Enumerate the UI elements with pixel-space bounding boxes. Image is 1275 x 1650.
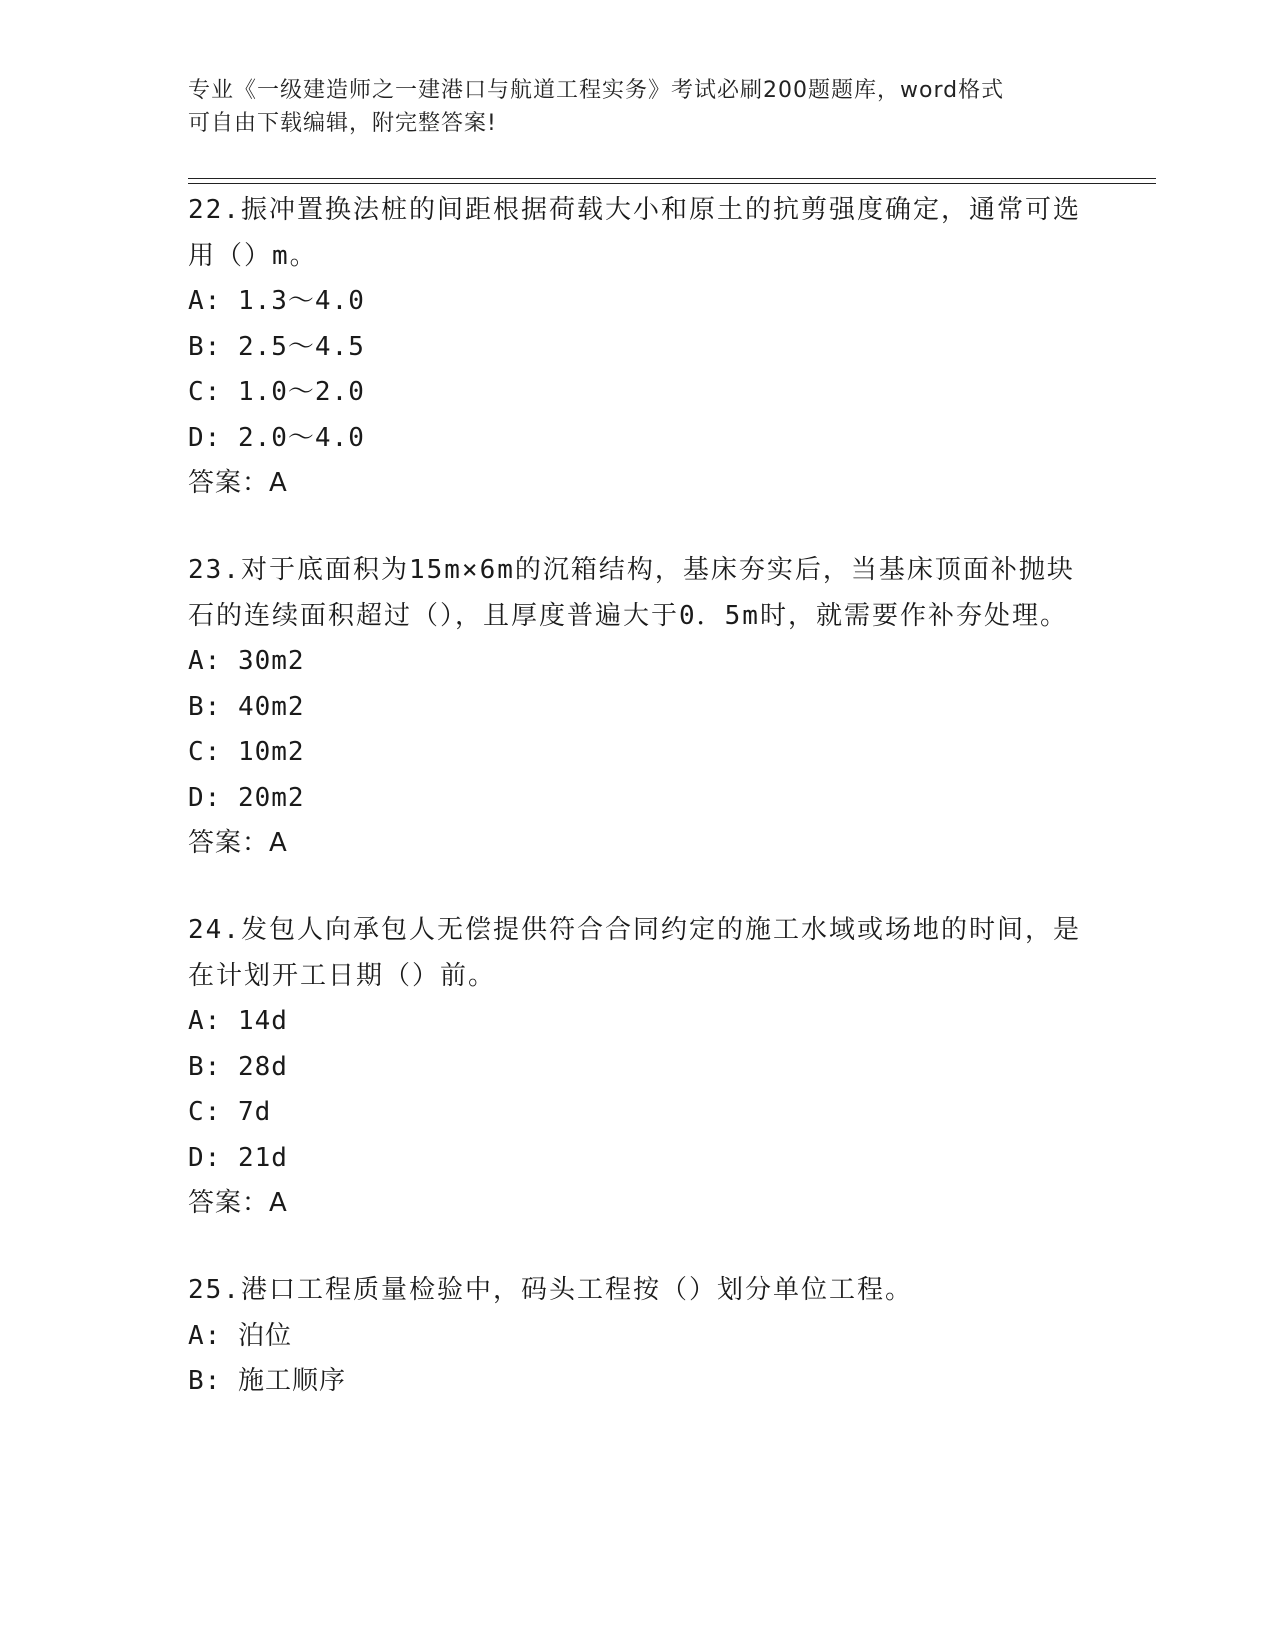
document-header xyxy=(188,74,1088,140)
question-stem: 24.发包人向承包人无偿提供符合合同约定的施工水域或场地的时间，是在计划开工日期（）前。 xyxy=(188,915,1081,991)
question-22 xyxy=(188,188,1156,506)
option-b: B: 2.5～4.5 xyxy=(188,331,365,362)
option-d: D: 2.0～4.0 xyxy=(188,422,365,453)
option-c: C: 7d xyxy=(188,1097,272,1127)
question-stem: 25.港口工程质量检验中，码头工程按（）划分单位工程。 xyxy=(188,1275,913,1305)
question-stem: 22.振冲置换法桩的间距根据荷载大小和原土的抗剪强度确定，通常可选用（）m。 xyxy=(188,195,1081,271)
question-24 xyxy=(188,908,1156,1226)
option-d: D: 21d xyxy=(188,1142,288,1173)
option-a: A: 泊位 xyxy=(188,1320,292,1351)
answer: 答案：A xyxy=(188,1188,288,1218)
option-b: B: 40m2 xyxy=(188,691,305,722)
header-divider-top xyxy=(188,178,1156,179)
answer: 答案：A xyxy=(188,828,288,858)
option-c: C: 1.0～2.0 xyxy=(188,377,365,407)
option-a: A: 14d xyxy=(188,1006,288,1036)
question-25 xyxy=(188,1268,1156,1405)
option-a: A: 30m2 xyxy=(188,646,305,676)
answer: 答案：A xyxy=(188,468,288,498)
option-d: D: 20m2 xyxy=(188,782,305,813)
option-b: B: 28d xyxy=(188,1051,288,1082)
header-line-1: 专业《一级建造师之一建港口与航道工程实务》考试必刷200题题库，word格式 xyxy=(188,78,1005,103)
option-b: B: 施工顺序 xyxy=(188,1366,346,1396)
header-line-2: 可自由下载编辑，附完整答案! xyxy=(188,111,497,136)
question-list xyxy=(188,188,1156,1447)
header-divider-bottom xyxy=(188,183,1156,184)
option-c: C: 10m2 xyxy=(188,737,305,767)
question-23 xyxy=(188,548,1156,866)
question-stem: 23.对于底面积为15m×6m的沉箱结构，基床夯实后，当基床顶面补抛块石的连续面积超过（），且厚度普遍大于0．5m时，就需要作补夯处理。 xyxy=(188,555,1075,631)
option-a: A: 1.3～4.0 xyxy=(188,286,365,316)
